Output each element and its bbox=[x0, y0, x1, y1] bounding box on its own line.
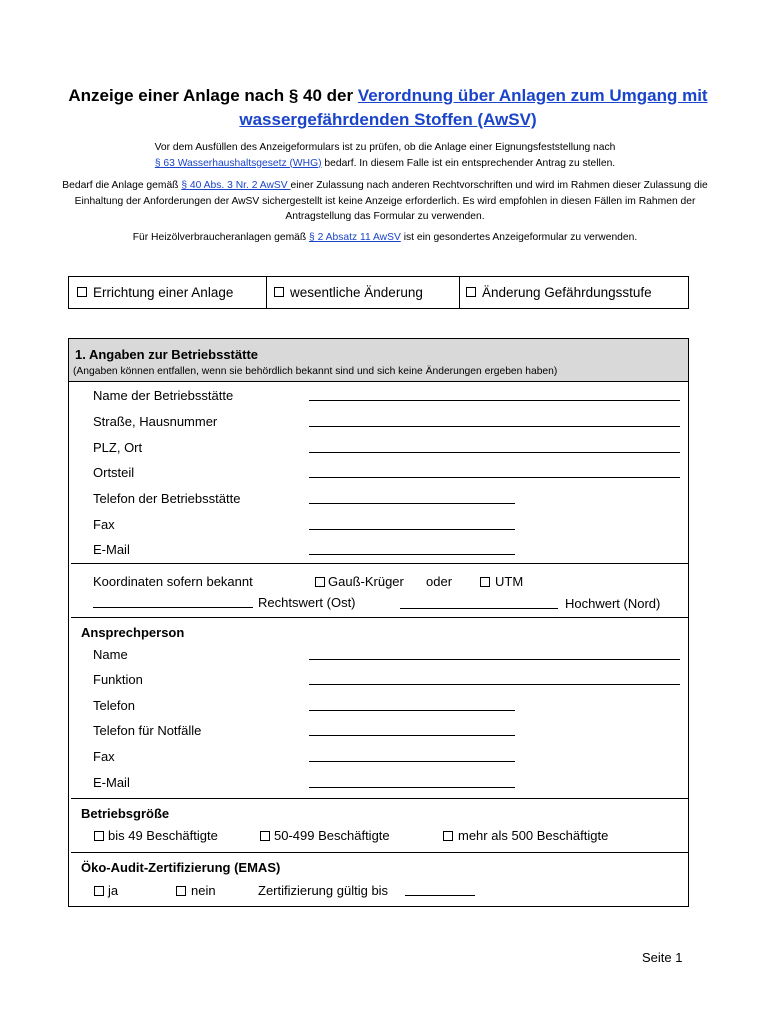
checkbox-icon[interactable] bbox=[466, 287, 476, 297]
divider bbox=[71, 852, 689, 853]
title-prefix: Anzeige einer Anlage nach § 40 der bbox=[68, 86, 358, 105]
section-header bbox=[69, 339, 688, 382]
field-fax-input[interactable] bbox=[309, 529, 515, 530]
contact-label-email: E-Mail bbox=[93, 775, 130, 790]
emas-option-nein[interactable]: nein bbox=[176, 883, 216, 898]
awsv-link[interactable]: Verordnung über Anlagen zum Umgang mit wassergefährdenden Stoffen (AwSV) bbox=[239, 86, 708, 129]
size-option-small[interactable]: bis 49 Beschäftigte bbox=[94, 828, 218, 843]
contact-fax-input[interactable] bbox=[309, 761, 515, 762]
size-title: Betriebsgröße bbox=[81, 806, 170, 821]
awsv-2-link[interactable]: § 2 Absatz 11 AwSV bbox=[309, 232, 401, 243]
checkbox-icon[interactable] bbox=[94, 886, 104, 896]
contact-label-funktion: Funktion bbox=[93, 672, 143, 687]
whg-link[interactable]: § 63 Wasserhaushaltsgesetz (WHG) bbox=[154, 157, 322, 169]
field-label-email: E-Mail bbox=[93, 542, 130, 557]
divider bbox=[71, 798, 689, 799]
intro-text: ist ein gesondertes Anzeigeformular zu verwenden. bbox=[400, 232, 638, 243]
hochwert-input[interactable] bbox=[400, 608, 558, 609]
contact-notfall-input[interactable] bbox=[309, 735, 515, 736]
field-strasse-input[interactable] bbox=[309, 426, 680, 427]
checkbox-icon[interactable] bbox=[443, 831, 453, 841]
field-name-input[interactable] bbox=[309, 400, 680, 401]
divider bbox=[71, 617, 689, 618]
emas-valid-label: Zertifizierung gültig bis bbox=[258, 883, 389, 898]
field-label-strasse: Straße, Hausnummer bbox=[93, 414, 218, 429]
contact-telefon-input[interactable] bbox=[309, 710, 515, 711]
emas-valid-input[interactable] bbox=[405, 895, 475, 896]
checkbox-icon[interactable] bbox=[315, 577, 325, 587]
checkbox-icon[interactable] bbox=[77, 287, 87, 297]
field-label-telefon: Telefon der Betriebsstätte bbox=[93, 491, 241, 506]
type-option-errichtung[interactable]: Errichtung einer Anlage bbox=[77, 285, 233, 300]
intro-text: Bedarf die Anlage gemäß bbox=[62, 180, 182, 191]
intro-paragraph-2 bbox=[56, 178, 714, 225]
contact-funktion-input[interactable] bbox=[309, 684, 680, 685]
rechtswert-label: Rechtswert (Ost) bbox=[258, 595, 356, 610]
section-title: 1. Angaben zur Betriebsstätte bbox=[75, 347, 259, 362]
coords-option-utm[interactable]: UTM bbox=[480, 574, 523, 589]
coords-option-gauss-krueger[interactable]: Gauß-Krüger bbox=[315, 574, 404, 589]
emas-option-ja[interactable]: ja bbox=[94, 883, 118, 898]
contact-email-input[interactable] bbox=[309, 787, 515, 788]
contact-title: Ansprechperson bbox=[81, 625, 185, 640]
type-option-wesentliche-aenderung[interactable]: wesentliche Änderung bbox=[274, 285, 423, 300]
rechtswert-input[interactable] bbox=[93, 607, 253, 608]
field-label-plz-ort: PLZ, Ort bbox=[93, 440, 143, 455]
size-option-medium[interactable]: 50-499 Beschäftigte bbox=[260, 828, 390, 843]
hochwert-label: Hochwert (Nord) bbox=[565, 596, 661, 611]
contact-label-telefon: Telefon bbox=[93, 698, 135, 713]
field-plz-ort-input[interactable] bbox=[309, 452, 680, 453]
checkbox-icon[interactable] bbox=[94, 831, 104, 841]
checkbox-icon[interactable] bbox=[274, 287, 284, 297]
field-telefon-input[interactable] bbox=[309, 503, 515, 504]
size-option-large[interactable]: mehr als 500 Beschäftigte bbox=[443, 828, 608, 843]
contact-label-name: Name bbox=[93, 647, 128, 662]
field-label-name: Name der Betriebsstätte bbox=[93, 388, 234, 403]
type-selection-table bbox=[68, 276, 689, 309]
emas-title: Öko-Audit-Zertifizierung (EMAS) bbox=[81, 860, 281, 875]
section-subtitle: (Angaben können entfallen, wenn sie behördlich bekannt sind und sich keine Änderungen ergeben haben) bbox=[73, 366, 558, 377]
type-option-gefaehrdungsstufe[interactable]: Änderung Gefährdungsstufe bbox=[466, 285, 652, 300]
field-label-ortsteil: Ortsteil bbox=[93, 465, 135, 480]
divider bbox=[71, 563, 689, 564]
field-ortsteil-input[interactable] bbox=[309, 477, 680, 478]
intro-paragraph-3 bbox=[56, 230, 714, 246]
intro-text: Für Heizölverbraucheranlagen gemäß bbox=[132, 232, 310, 243]
coords-label: Koordinaten sofern bekannt bbox=[93, 574, 253, 589]
intro-text: bedarf. In diesem Falle ist ein entsprechender Antrag zu stellen. bbox=[321, 157, 616, 169]
field-email-input[interactable] bbox=[309, 554, 515, 555]
contact-name-input[interactable] bbox=[309, 659, 680, 660]
contact-label-fax: Fax bbox=[93, 749, 115, 764]
contact-label-notfall: Telefon für Notfälle bbox=[93, 723, 202, 738]
page-number: Seite 1 bbox=[642, 950, 683, 965]
field-label-fax: Fax bbox=[93, 517, 115, 532]
awsv-40-link[interactable]: § 40 Abs. 3 Nr. 2 AwSV bbox=[181, 180, 291, 191]
checkbox-icon[interactable] bbox=[260, 831, 270, 841]
coords-or: oder bbox=[426, 574, 453, 589]
checkbox-icon[interactable] bbox=[176, 886, 186, 896]
page-title bbox=[60, 84, 716, 132]
intro-paragraph-1 bbox=[56, 140, 714, 171]
intro-text: einer Zulassung nach anderen Rechtvorschriften und wird im Rahmen dieser Zulassung die Einhaltung der Anforderungen der AwSV sichergestellt ist keine Anzeige erforderlich. Es wird empfohlen in diesen Fällen im Rahmen der Antragstellung das Formular zu verwenden. bbox=[74, 180, 708, 223]
checkbox-icon[interactable] bbox=[480, 577, 490, 587]
intro-text: Vor dem Ausfüllen des Anzeigeformulars ist zu prüfen, ob die Anlage einer Eignungsfeststellung nach bbox=[154, 142, 616, 153]
